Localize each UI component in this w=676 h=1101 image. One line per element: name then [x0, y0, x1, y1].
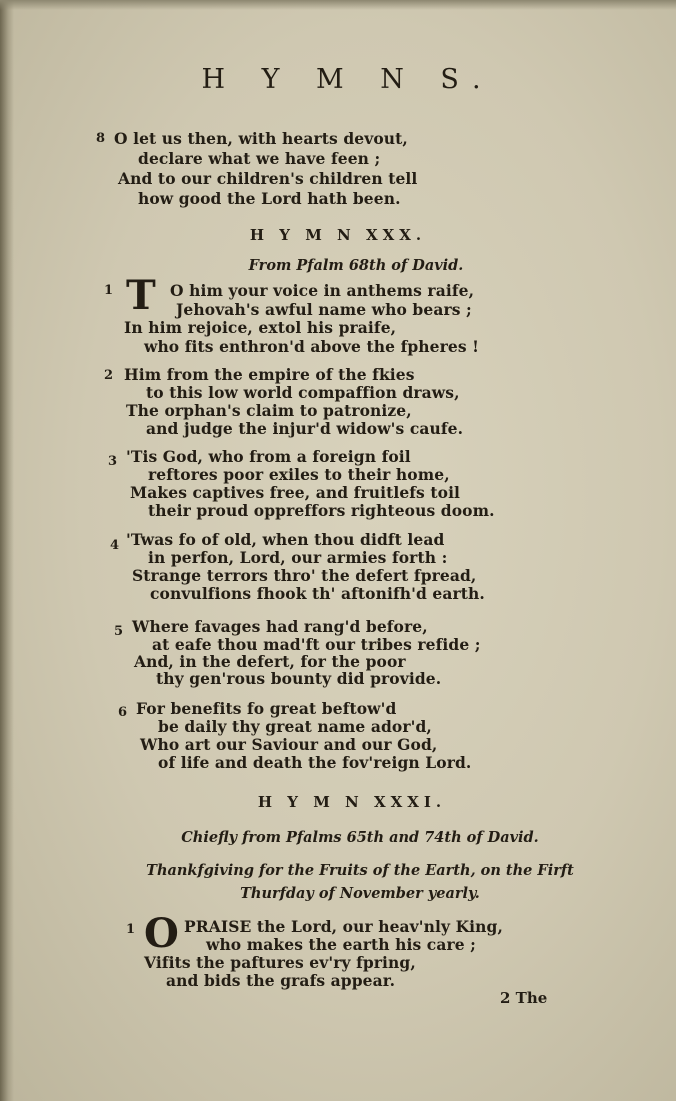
verse-line: Strange terrors thro' the defert fpread, — [132, 566, 477, 585]
stanza-number: 4 — [110, 538, 120, 553]
verse-line: how good the Lord hath been. — [138, 189, 401, 208]
verse-line: The orphan's claim to patronize, — [126, 401, 412, 420]
stanza-number: 5 — [114, 624, 124, 639]
verse-line: of life and death the fov'reign Lord. — [158, 753, 472, 772]
verse-line: their proud oppreffors righteous doom. — [148, 501, 495, 520]
verse-line: Jehovah's awful name who bears ; — [176, 300, 472, 319]
hymn-31-source: Chiefly from Pfalms 65th and 74th of David. — [181, 829, 539, 846]
verse-line: thy gen'rous bounty did provide. — [156, 669, 442, 688]
stanza-number: 3 — [108, 454, 118, 469]
verse-line: reftores poor exiles to their home, — [148, 465, 450, 484]
hymn-30-title: H Y M N XXX. — [249, 226, 427, 244]
stanza-number: 2 — [104, 368, 114, 383]
stanza-number: 1 — [104, 283, 114, 298]
verse-line: For benefits fo great beftow'd — [136, 699, 397, 718]
verse-line: And to our children's children tell — [118, 169, 418, 188]
verse-line: who fits enthron'd above the fpheres ! — [144, 337, 480, 356]
stanza-number: 6 — [118, 705, 128, 720]
catchword: 2 The — [500, 989, 548, 1007]
verse-line: and bids the grafs appear. — [166, 971, 396, 990]
verse-line: Where favages had rang'd before, — [132, 617, 428, 636]
stanza-number: 1 — [126, 922, 136, 937]
verse-line: O let us then, with hearts devout, — [114, 129, 408, 148]
verse-line: Vifits the paftures ev'ry fpring, — [144, 953, 416, 972]
verse-line: Who art our Saviour and our God, — [140, 735, 438, 754]
drop-cap: O — [144, 910, 179, 957]
hymn-30-source: From Pfalm 68th of David. — [248, 257, 464, 274]
verse-line: 'Tis God, who from a foreign foil — [126, 447, 411, 466]
hymn-31-subtitle-line-2: Thurfday of November yearly. — [240, 885, 480, 902]
verse-line: And, in the defert, for the poor — [134, 652, 406, 671]
hymn-31-title: H Y M N XXXI. — [257, 793, 447, 811]
verse-line: and judge the injur'd widow's caufe. — [146, 419, 464, 438]
verse-line: to this low world compaffion draws, — [146, 383, 460, 402]
verse-line: 'Twas fo of old, when thou didft lead — [126, 530, 445, 549]
verse-line: in perfon, Lord, our armies forth : — [148, 548, 448, 567]
verse-line: who makes the earth his care ; — [206, 935, 477, 954]
verse-line: convulfions fhook th' aftonifh'd earth. — [150, 584, 485, 603]
verse-line: O him your voice in anthems raife, — [170, 281, 475, 300]
drop-cap: T — [126, 272, 156, 319]
hymn-31-subtitle-line-1: Thankfgiving for the Fruits of the Earth, on the Firft — [146, 862, 574, 879]
verse-line: declare what we have feen ; — [138, 149, 381, 168]
running-head: H Y M N S. — [201, 64, 495, 95]
verse-line: PRAISE the Lord, our heav'nly King, — [184, 917, 503, 936]
verse-line: be daily thy great name ador'd, — [158, 717, 432, 736]
verse-line: Makes captives free, and fruitlefs toil — [130, 483, 461, 502]
verse-line: In him rejoice, extol his praife, — [124, 318, 397, 337]
stanza-number: 8 — [96, 131, 106, 146]
verse-line: at eafe thou mad'ft our tribes refide ; — [152, 635, 481, 654]
verse-line: Him from the empire of the fkies — [124, 365, 415, 384]
